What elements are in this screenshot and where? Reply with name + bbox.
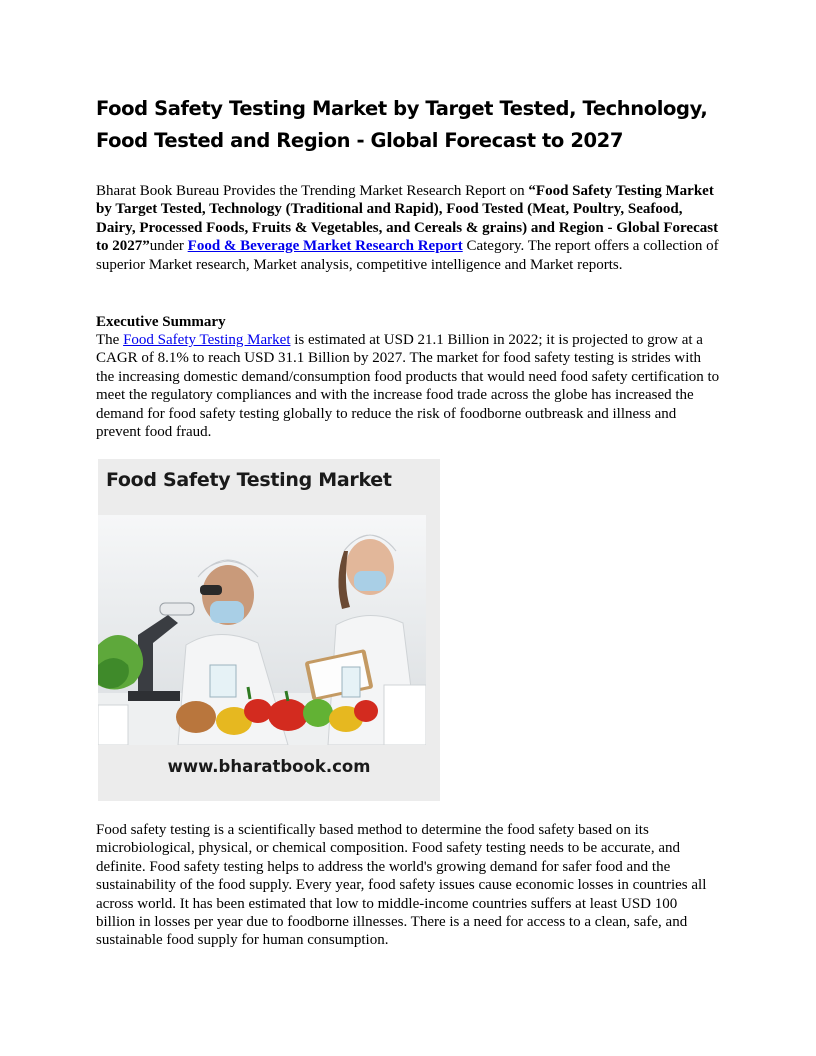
figure-url: www.bharatbook.com: [167, 757, 371, 776]
exec-lead: The: [96, 332, 124, 348]
intro-paragraph: [96, 182, 720, 274]
lab-photo: [98, 515, 426, 745]
food-safety-paragraph: Food safety testing is a scientifically based method to determine the food safety based on its microbiological, physical, or chemical composition. Food safety testing needs to be accurate, and definite. Food safety testing helps to address the world's growing demand for safer food and the sustainability of the food supply. Every year, food safety issues cause economic losses in countries all across world. It has been estimated that low to middle-income countries suffers at least USD 100 billion in losses per year due to foodborne illnesses. There is a need for access to a clean, safe, and sustainable food supply for human consumption.: [96, 822, 707, 949]
report-name: “Food Safety Testing Market by Target Tested, Technology (Traditional and Rapid), Food Tested (Meat, Poultry, Seafood, Dairy, Processed Foods, Fruits & Vegetables, and Cereals & grains) and Region - Global Forecast to 2027”: [96, 183, 719, 255]
intro-tail: Category. The report offers a collection of superior Market research, Market analysis, competitive intelligence and Market reports.: [96, 238, 719, 273]
market-figure: [98, 459, 440, 801]
intro-under: under: [149, 238, 188, 255]
executive-summary-paragraph: [96, 331, 720, 441]
market-link[interactable]: Food Safety Testing Market: [123, 332, 291, 348]
document-title: Food Safety Testing Market by Target Tested, Technology, Food Tested and Region - Global Forecast to 2027: [96, 97, 708, 152]
category-link[interactable]: Food & Beverage Market Research Report: [187, 238, 463, 255]
intro-lead: Bharat Book Bureau Provides the Trending Market Research Report on: [96, 183, 529, 199]
executive-summary-heading: Executive Summary: [96, 314, 226, 330]
exec-text: is estimated at USD 21.1 Billion in 2022; it is projected to grow at a CAGR of 8.1% to reach USD 31.1 Billion by 2027. The market for food safety testing is strides with the increasing domestic demand/consumption food products that would need food safety certification to meet the regulatory compliances and with the increase food trade across the globe has increased the demand for food safety testing globally to reduce the risk of foodborne outbreask and illness and prevent food fraud.: [96, 332, 720, 441]
figure-title: Food Safety Testing Market: [106, 469, 392, 491]
